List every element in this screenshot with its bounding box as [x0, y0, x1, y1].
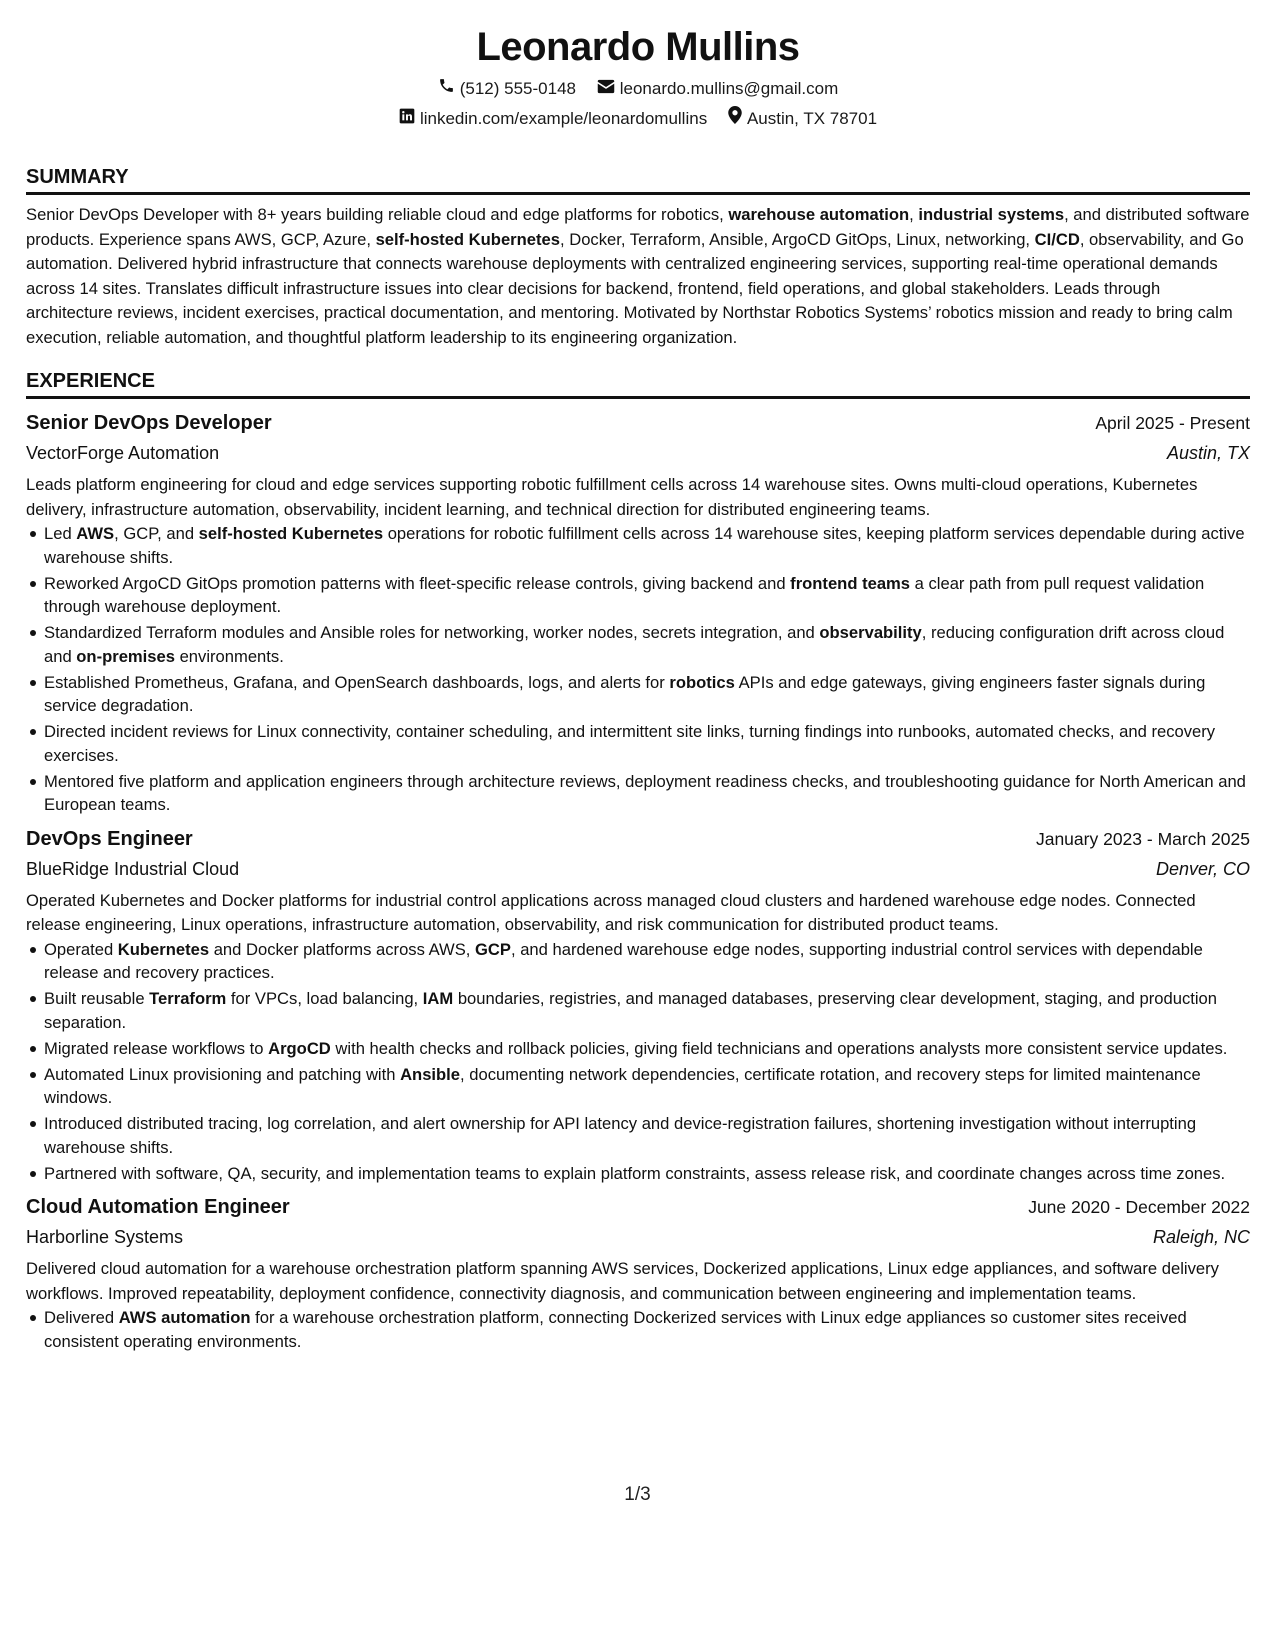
bold-keyword: industrial systems: [918, 205, 1065, 224]
job-dates: January 2023 - March 2025: [1035, 828, 1250, 849]
text-segment: Senior DevOps Developer with 8+ years building reliable cloud and edge platforms for robotics,: [26, 205, 729, 224]
phone-icon: [438, 74, 460, 104]
contact-linkedin[interactable]: [399, 104, 707, 134]
job-subheader: [26, 1223, 1250, 1251]
bold-keyword: on-premises: [76, 646, 175, 666]
bullet-item: [44, 1306, 1250, 1353]
bullet-item: [44, 720, 1250, 767]
text-segment: Automated Linux provisioning and patching with: [44, 1064, 401, 1084]
contact-email[interactable]: [597, 74, 839, 104]
bold-keyword: AWS automation: [118, 1308, 251, 1327]
bold-keyword: robotics: [669, 672, 735, 692]
text-segment: , documenting network dependencies, certificate rotation, and recovery steps for limited maintenance windows.: [44, 1064, 1201, 1107]
job-subheader: [26, 439, 1250, 467]
job-header: [26, 1191, 1250, 1223]
text-segment: Built reusable: [44, 989, 150, 1008]
job-bullets: [26, 522, 1250, 817]
text-segment: Migrated release workflows to: [44, 1038, 269, 1058]
experience-list: [26, 407, 1250, 1353]
summary-heading: SUMMARY: [26, 164, 1250, 195]
page-number: 1/3: [624, 1484, 651, 1505]
text-segment: Delivered: [44, 1308, 119, 1327]
text-segment: Established Prometheus, Grafana, and OpenSearch dashboards, logs, and alerts for: [44, 672, 670, 692]
text-segment: Partnered with software, QA, security, and implementation teams to explain platform constraints, assess release risk, and coordinate changes across time zones.: [44, 1163, 1226, 1183]
text-segment: APIs and edge gateways, giving engineers faster signals during service degradation.: [44, 672, 1206, 715]
contact-location: [728, 104, 877, 134]
bullet-item: [44, 1037, 1250, 1061]
bold-keyword: GCP: [475, 939, 511, 959]
text-segment: for VPCs, load balancing,: [226, 989, 423, 1008]
email-address[interactable]: leonardo.mullins@gmail.com: [619, 79, 839, 98]
text-segment: , and distributed software products. Experience spans AWS, GCP, Azure,: [26, 205, 1250, 249]
text-segment: , reducing configuration drift across cloud and: [44, 623, 1225, 666]
bold-keyword: AWS: [76, 524, 115, 543]
bullet-item: [44, 671, 1250, 718]
bullet-item: [44, 987, 1250, 1034]
bold-keyword: observability: [819, 623, 922, 642]
job-bullets: [26, 938, 1250, 1186]
text-segment: , GCP, and: [114, 524, 199, 543]
text-segment: boundaries, registries, and managed databases, preserving clear development, staging, and production separation.: [44, 989, 1217, 1032]
bold-keyword: ArgoCD: [268, 1038, 331, 1058]
linkedin-icon: [399, 104, 420, 134]
experience-heading: EXPERIENCE: [26, 368, 1250, 399]
job-header: [26, 407, 1250, 439]
text-segment: Reworked ArgoCD GitOps promotion patterns with fleet-specific release controls, giving backend and: [44, 573, 791, 593]
text-segment: a clear path from pull request validation through warehouse deployment.: [44, 573, 1205, 616]
text-segment: Mentored five platform and application engineers through architecture reviews, deployment readiness checks, and troubleshooting guidance for North American and European teams.: [44, 771, 1246, 814]
text-segment: , observability, and Go automation. Delivered hybrid infrastructure that connects warehouse deployments with centralized engineering services, supporting real-time operational demands across 14 sites. Translates difficult infrastructure issues into clear decisions for backend, frontend, field operations, and global stakeholders. Leads through architecture reviews, incident exercises, practical documentation, and mentoring. Motivated by Northstar Robotics Systems’ robotics mission and ready to bring calm execution, reliable automation, and thoughtful platform leadership to its engineering organization.: [26, 229, 1244, 347]
job-location: Denver, CO: [1155, 858, 1250, 879]
bold-keyword: IAM: [422, 989, 454, 1008]
company-name: Harborline Systems: [26, 1227, 184, 1247]
candidate-name: Leonardo Mullins: [476, 25, 800, 69]
text-segment: and Docker platforms across AWS,: [209, 939, 475, 959]
job-entry: [26, 1191, 1250, 1353]
bullet-item: [44, 938, 1250, 985]
text-segment: , Docker, Terraform, Ansible, ArgoCD GitOps, Linux, networking,: [559, 229, 1035, 249]
job-bullets: [26, 1306, 1250, 1353]
contact-row-secondary: [26, 104, 1250, 134]
text-segment: with health checks and rollback policies, giving field technicians and operations analysts more consistent service updates.: [330, 1038, 1228, 1058]
bold-keyword: Terraform: [149, 989, 227, 1008]
bold-keyword: Kubernetes: [117, 939, 210, 959]
bold-keyword: self-hosted Kubernetes: [198, 524, 384, 543]
job-description: Leads platform engineering for cloud and edge services supporting robotic fulfillment cells across 14 warehouse sites. Owns multi-cloud operations, Kubernetes delivery, infrastructure automation, observability, incident learning, and technical direction for distributed engineering teams.: [26, 475, 1198, 519]
bold-keyword: frontend teams: [790, 573, 911, 593]
envelope-icon: [597, 74, 620, 104]
text-segment: Standardized Terraform modules and Ansible roles for networking, worker nodes, secrets integration, and: [44, 623, 820, 642]
job-title: Senior DevOps Developer: [26, 412, 272, 434]
text-segment: ,: [909, 205, 919, 224]
job-subheader: [26, 855, 1250, 883]
job-location: Raleigh, NC: [1152, 1227, 1250, 1247]
job-title: DevOps Engineer: [26, 827, 193, 850]
job-title: Cloud Automation Engineer: [26, 1196, 290, 1218]
bold-keyword: CI/CD: [1034, 229, 1080, 249]
job-description: Delivered cloud automation for a warehouse orchestration platform spanning AWS services, Dockerized applications, Linux edge appliances, and software delivery workflows. Improved repeatability, deployment confidence, connectivity diagnosis, and communication between engineering and implementation teams.: [26, 1259, 1219, 1303]
summary-text: [26, 203, 1250, 350]
bullet-item: [44, 621, 1250, 668]
text-segment: , and hardened warehouse edge nodes, supporting industrial control services with dependable release and recovery practices.: [44, 939, 1203, 982]
job-header: [26, 823, 1250, 855]
text-segment: Led: [44, 524, 77, 543]
company-name: VectorForge Automation: [26, 443, 220, 463]
text-segment: Directed incident reviews for Linux connectivity, container scheduling, and intermittent site links, turning findings into runbooks, automated checks, and recovery exercises.: [44, 722, 1216, 765]
contact-row-primary: [26, 74, 1250, 104]
phone-number: (512) 555-0148: [459, 79, 576, 98]
linkedin-url[interactable]: linkedin.com/example/leonardomullins: [419, 109, 708, 128]
text-segment: for a warehouse orchestration platform, connecting Dockerized services with Linux edge appliances so customer sites received consistent operating environments.: [44, 1308, 1187, 1351]
bullet-item: [44, 1112, 1250, 1159]
location-text: Austin, TX 78701: [746, 109, 878, 128]
job-dates: April 2025 - Present: [1095, 413, 1250, 433]
bold-keyword: warehouse automation: [728, 205, 910, 224]
map-pin-icon: [728, 104, 747, 134]
contact-phone: [438, 74, 576, 104]
text-segment: environments.: [174, 646, 284, 666]
bullet-item: [44, 770, 1250, 817]
job-description: Operated Kubernetes and Docker platforms for industrial control applications across managed cloud clusters and hardened warehouse edge nodes. Connected release engineering, Linux operations, infrastructure automation, observability, and risk communication for distributed product teams.: [26, 890, 1196, 934]
job-location: Austin, TX: [1166, 443, 1250, 463]
bold-keyword: Ansible: [400, 1064, 461, 1084]
job-entry: [26, 823, 1250, 1186]
bullet-item: [44, 1162, 1250, 1186]
bullet-item: [44, 522, 1250, 569]
job-dates: June 2020 - December 2022: [1028, 1197, 1250, 1217]
job-entry: [26, 407, 1250, 817]
bold-keyword: self-hosted Kubernetes: [375, 229, 560, 249]
company-name: BlueRidge Industrial Cloud: [26, 858, 240, 879]
bullet-item: [44, 572, 1250, 619]
resume-page: [26, 18, 1250, 1356]
text-segment: Operated: [44, 939, 118, 959]
text-segment: operations for robotic fulfillment cells across 14 warehouse sites, keeping platform services dependable during active warehouse shifts.: [44, 524, 1245, 567]
bullet-item: [44, 1063, 1250, 1110]
text-segment: Introduced distributed tracing, log correlation, and alert ownership for API latency and device-registration failures, shortening investigation without interrupting warehouse shifts.: [44, 1114, 1197, 1157]
